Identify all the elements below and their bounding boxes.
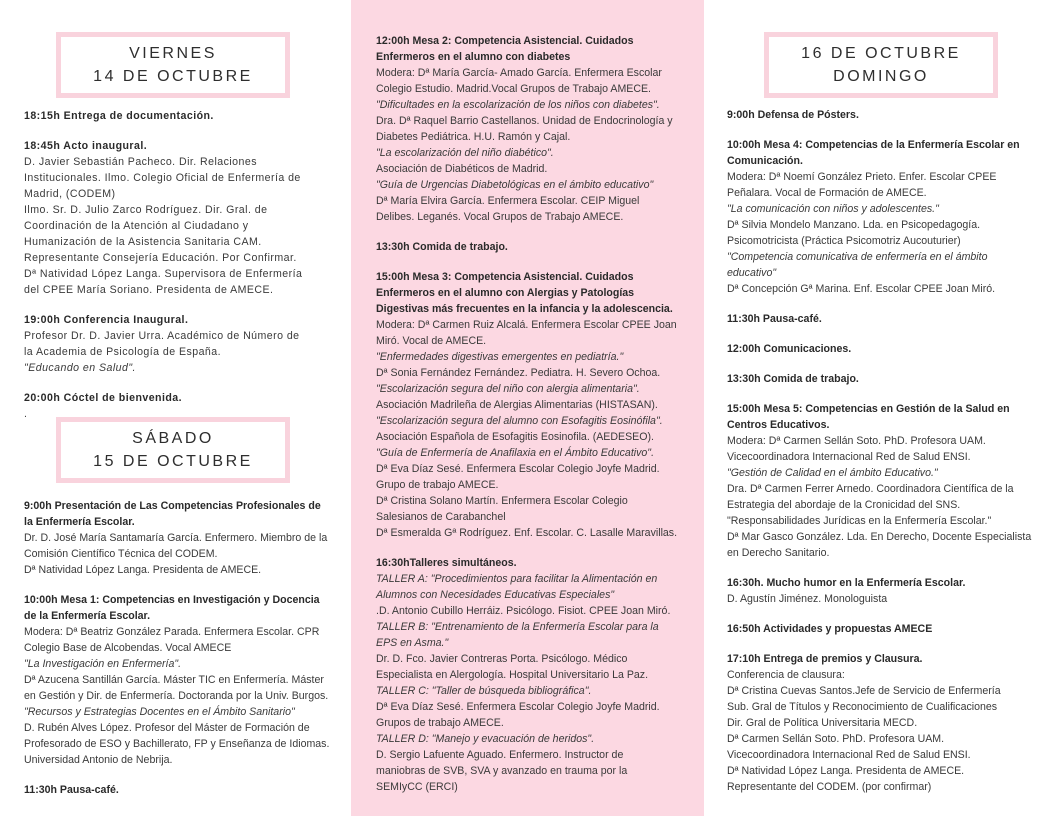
- saturday-afternoon-schedule: [376, 33, 690, 809]
- schedule-line: Dª Cristina Solano Martín. Enfermera Escolar Colegio: [376, 495, 628, 507]
- schedule-line: "Recursos y Estrategias Docentes en el Ámbito Sanitario": [24, 706, 295, 718]
- schedule-item: [24, 592, 339, 768]
- schedule-line: Profesor Dr. D. Javier Urra. Académico de Número de: [24, 330, 300, 342]
- schedule-heading: 12:00h Comunicaciones.: [727, 343, 852, 355]
- schedule-line: educativo": [727, 267, 777, 279]
- schedule-line: Dª Esmeralda Gª Rodríguez. Enf. Escolar. C. Lasalle Maravillas.: [376, 527, 678, 539]
- schedule-item: [376, 33, 690, 225]
- schedule-line: Universidad Antonio de Nebrija.: [24, 754, 173, 766]
- schedule-line: del CPEE María Soriano. Presidenta de AMECE.: [24, 284, 274, 296]
- schedule-line: Profesorado de ESO y Bachillerato, FP y Enseñanza de Idiomas.: [24, 738, 330, 750]
- schedule-line: "La escolarización del niño diabético".: [376, 147, 554, 159]
- schedule-line: Alumnos con Necesidades Educativas Especiales": [376, 589, 615, 601]
- schedule-heading: 13:30h Comida de trabajo.: [376, 241, 508, 253]
- schedule-line: Modera: Dª Beatriz González Parada. Enfermera Escolar. CPR: [24, 626, 320, 638]
- friday-date-label: 14 DE OCTUBRE: [93, 68, 253, 85]
- schedule-line: TALLER B: "Entrenamiento de la Enfermería Escolar para la: [376, 621, 659, 633]
- schedule-line: Colegio Base de Alcobendas. Vocal AMECE: [24, 642, 232, 654]
- schedule-item: [727, 341, 1045, 357]
- schedule-line: TALLER D: "Manejo y evacuación de heridos".: [376, 733, 595, 745]
- saturday-title-box: [56, 417, 290, 483]
- schedule-line: TALLER A: "Procedimientos para facilitar la Alimentación en: [376, 573, 658, 585]
- friday-day-label: VIERNES: [129, 45, 217, 62]
- schedule-item: [727, 371, 1045, 387]
- schedule-line: Estrategia del abordaje de la Cronicidad del SNS.: [727, 499, 961, 511]
- schedule-line: Dr. D. José María Santamaría García. Enfermero. Miembro de la: [24, 532, 328, 544]
- schedule-line: la Academia de Psicología de España.: [24, 346, 222, 358]
- schedule-line: Dir. Gral de Política Universitaria MECD.: [727, 717, 918, 729]
- schedule-line: Dª Concepción Gª Marina. Enf. Escolar CPEE Joan Miró.: [727, 283, 996, 295]
- schedule-line: D. Rubén Alves López. Profesor del Máster de Formación de: [24, 722, 310, 734]
- schedule-heading: 16:50h Actividades y propuestas AMECE: [727, 623, 933, 635]
- schedule-line: la Enfermería Escolar.: [24, 516, 135, 528]
- schedule-line: "Gestión de Calidad en el ámbito Educativo.": [727, 467, 938, 479]
- friday-schedule: [24, 108, 339, 436]
- schedule-line: Miró. Vocal de AMECE.: [376, 335, 487, 347]
- schedule-line: Dª Azucena Santillán García. Máster TIC en Enfermería. Máster: [24, 674, 324, 686]
- schedule-item: [727, 311, 1045, 327]
- schedule-line: maniobras de SVB, SVA y avanzado en trauma por la: [376, 765, 628, 777]
- schedule-line: Peñalara. Vocal de Formación de AMECE.: [727, 187, 927, 199]
- schedule-item: [24, 782, 339, 798]
- schedule-heading: 12:00h Mesa 2: Competencia Asistencial. Cuidados: [376, 35, 634, 47]
- saturday-date-label: 15 DE OCTUBRE: [93, 453, 253, 470]
- schedule-line: "La comunicación con niños y adolescentes.": [727, 203, 939, 215]
- schedule-line: Modera: Dª Noemí González Prieto. Enfer. Escolar CPEE: [727, 171, 997, 183]
- schedule-line: Enfermeros en el alumno con diabetes: [376, 51, 571, 63]
- schedule-item: [727, 651, 1045, 795]
- schedule-line: Asociación Española de Esofagitis Eosinofila. (AEDESEO).: [376, 431, 654, 443]
- schedule-line: Sub. Gral de Títulos y Reconocimiento de Cualificaciones: [727, 701, 998, 713]
- schedule-heading: 19:00h Conferencia Inaugural.: [24, 314, 189, 326]
- schedule-heading: 10:00h Mesa 1: Competencias en Investigación y Docencia: [24, 594, 320, 606]
- schedule-line: Enfermeros en el alumno con Alergias y Patologías: [376, 287, 635, 299]
- schedule-heading: 20:00h Cóctel de bienvenida.: [24, 392, 183, 404]
- schedule-line: Diabetes Pediátrica. H.U. Ramón y Cajal.: [376, 131, 571, 143]
- saturday-morning-schedule: [24, 498, 339, 812]
- schedule-heading: 18:45h Acto inaugural.: [24, 140, 148, 152]
- schedule-item: [727, 401, 1045, 561]
- schedule-line: Madrid, (CODEM): [24, 188, 116, 200]
- schedule-line: "Enfermedades digestivas emergentes en pediatría.": [376, 351, 624, 363]
- schedule-line: Psicomotricista (Práctica Psicomotriz Aucouturier): [727, 235, 961, 247]
- schedule-line: TALLER C: "Taller de búsqueda bibliográfica".: [376, 685, 592, 697]
- schedule-line: "La Investigación en Enfermería".: [24, 658, 182, 670]
- schedule-line: Comunicación.: [727, 155, 803, 167]
- schedule-line: Representante del CODEM. (por confirmar): [727, 781, 932, 793]
- schedule-line: Modera: Dª Carmen Ruiz Alcalá. Enfermera Escolar CPEE Joan: [376, 319, 677, 331]
- schedule-line: Dra. Dª Carmen Ferrer Arnedo. Coordinadora Científica de la: [727, 483, 1014, 495]
- schedule-line: Representante Consejería Educación. Por Confirmar.: [24, 252, 297, 264]
- schedule-line: D. Javier Sebastián Pacheco. Dir. Relaciones: [24, 156, 257, 168]
- schedule-line: "Dificultades en la escolarización de los niños con diabetes".: [376, 99, 660, 111]
- schedule-item: [727, 575, 1045, 607]
- schedule-line: Dª Natividad López Langa. Presidenta de AMECE.: [24, 564, 262, 576]
- schedule-line: Salesianos de Carabanchel: [376, 511, 506, 523]
- schedule-line: Dr. D. Fco. Javier Contreras Porta. Psicólogo. Médico: [376, 653, 628, 665]
- schedule-line: Asociación Madrileña de Alergias Alimentarias (HISTASAN).: [376, 399, 658, 411]
- schedule-line: Conferencia de clausura:: [727, 669, 845, 681]
- schedule-line: de la Enfermería Escolar.: [24, 610, 151, 622]
- schedule-line: Dra. Dª Raquel Barrio Castellanos. Unidad de Endocrinología y: [376, 115, 673, 127]
- schedule-heading: 13:30h Comida de trabajo.: [727, 373, 859, 385]
- schedule-line: Asociación de Diabéticos de Madrid.: [376, 163, 548, 175]
- sunday-schedule: [727, 107, 1045, 809]
- sunday-date-label: 16 DE OCTUBRE: [801, 45, 961, 62]
- schedule-item: [727, 137, 1045, 297]
- schedule-line: SEMIyCC (ERCI): [376, 781, 458, 793]
- schedule-item: [727, 107, 1045, 123]
- schedule-line: Ilmo. Sr. D. Julio Zarco Rodríguez. Dir. Gral. de: [24, 204, 268, 216]
- schedule-line: "Escolarización segura del niño con alergia alimentaria".: [376, 383, 640, 395]
- schedule-line: "Responsabilidades Jurídicas en la Enfermería Escolar.": [727, 515, 992, 527]
- schedule-line: Vicecoordinadora Internacional Red de Salud ENSI.: [727, 749, 971, 761]
- schedule-line: Dª Sonia Fernández Fernández. Pediatra. H. Severo Ochoa.: [376, 367, 661, 379]
- schedule-heading: 15:00h Mesa 5: Competencias en Gestión de la Salud en: [727, 403, 1010, 415]
- schedule-line: Dª Natividad López Langa. Supervisora de Enfermería: [24, 268, 303, 280]
- schedule-line: "Educando en Salud".: [24, 362, 136, 374]
- friday-title-box: [56, 32, 290, 98]
- schedule-line: Colegio Estudio. Madrid.Vocal Grupos de Trabajo AMECE.: [376, 83, 651, 95]
- schedule-line: Digestivas más frecuentes en la infancia y la adolescencia.: [376, 303, 673, 315]
- schedule-item: [24, 312, 339, 376]
- schedule-item: [376, 269, 690, 541]
- schedule-line: Comisión Científico Técnica del CODEM.: [24, 548, 218, 560]
- schedule-line: .: [24, 408, 28, 420]
- sunday-title-box: [764, 32, 998, 98]
- schedule-line: "Guía de Urgencias Diabetológicas en el ámbito educativo": [376, 179, 654, 191]
- schedule-line: Dª Cristina Cuevas Santos.Jefe de Servicio de Enfermería: [727, 685, 1001, 697]
- schedule-line: EPS en Asma.": [376, 637, 449, 649]
- schedule-line: Dª Mar Gasco González. Lda. En Derecho, Docente Especialista: [727, 531, 1032, 543]
- schedule-line: .D. Antonio Cubillo Herráiz. Psicólogo. Fisiot. CPEE Joan Miró.: [376, 605, 671, 617]
- schedule-line: Especialista en Alergología. Hospital Universitario La Paz.: [376, 669, 649, 681]
- schedule-item: [24, 498, 339, 578]
- schedule-line: Dª María Elvira García. Enfermera Escolar. CEIP Miguel: [376, 195, 640, 207]
- schedule-heading: 17:10h Entrega de premios y Clausura.: [727, 653, 923, 665]
- schedule-line: Grupo de trabajo AMECE.: [376, 479, 499, 491]
- schedule-heading: 15:00h Mesa 3: Competencia Asistencial. Cuidados: [376, 271, 634, 283]
- schedule-line: D. Agustín Jiménez. Monologuista: [727, 593, 888, 605]
- schedule-item: [376, 239, 690, 255]
- schedule-line: en Gestión y Dir. de Enfermería. Doctoranda por la Univ. Burgos.: [24, 690, 329, 702]
- schedule-line: Vicecoordinadora Internacional Red de Salud ENSI.: [727, 451, 971, 463]
- saturday-day-label: SÁBADO: [132, 430, 214, 447]
- schedule-heading: 11:30h Pausa-café.: [727, 313, 822, 325]
- schedule-line: Delibes. Leganés. Vocal Grupos de Trabajo AMECE.: [376, 211, 624, 223]
- schedule-line: Dª Natividad López Langa. Presidenta de AMECE.: [727, 765, 965, 777]
- schedule-line: "Guía de Enfermería de Anafilaxia en el Ámbito Educativo".: [376, 447, 655, 459]
- schedule-line: Humanización de la Asistencia Sanitaria CAM.: [24, 236, 262, 248]
- schedule-line: Dª Carmen Sellán Soto. PhD. Profesora UAM.: [727, 733, 945, 745]
- schedule-line: Modera: Dª María García- Amado García. Enfermera Escolar: [376, 67, 662, 79]
- schedule-heading: 16:30h. Mucho humor en la Enfermería Escolar.: [727, 577, 966, 589]
- schedule-line: Institucionales. Ilmo. Colegio Oficial de Enfermería de: [24, 172, 301, 184]
- schedule-line: Dª Eva Díaz Sesé. Enfermera Escolar Colegio Joyfe Madrid.: [376, 701, 660, 713]
- schedule-item: [24, 108, 339, 124]
- schedule-heading: 16:30hTalleres simultáneos.: [376, 557, 517, 569]
- schedule-heading: 9:00h Defensa de Pósters.: [727, 109, 859, 121]
- schedule-item: [24, 138, 339, 298]
- schedule-heading: 18:15h Entrega de documentación.: [24, 110, 214, 122]
- schedule-line: Dª Silvia Mondelo Manzano. Lda. en Psicopedagogía.: [727, 219, 981, 231]
- schedule-line: en Derecho Sanitario.: [727, 547, 830, 559]
- schedule-line: Grupos de trabajo AMECE.: [376, 717, 504, 729]
- schedule-item: [727, 621, 1045, 637]
- schedule-line: "Escolarización segura del alumno con Esofagitis Eosinófila".: [376, 415, 663, 427]
- schedule-item: [376, 555, 690, 795]
- schedule-line: Coordinación de la Atención al Ciudadano y: [24, 220, 249, 232]
- schedule-line: Dª Eva Díaz Sesé. Enfermera Escolar Colegio Joyfe Madrid.: [376, 463, 660, 475]
- schedule-line: "Competencia comunicativa de enfermería en el ámbito: [727, 251, 988, 263]
- sunday-day-label: DOMINGO: [833, 68, 929, 85]
- schedule-heading: 11:30h Pausa-café.: [24, 784, 119, 796]
- schedule-line: Centros Educativos.: [727, 419, 830, 431]
- schedule-line: Modera: Dª Carmen Sellán Soto. PhD. Profesora UAM.: [727, 435, 986, 447]
- schedule-line: D. Sergio Lafuente Aguado. Enfermero. Instructor de: [376, 749, 624, 761]
- schedule-heading: 9:00h Presentación de Las Competencias Profesionales de: [24, 500, 321, 512]
- schedule-heading: 10:00h Mesa 4: Competencias de la Enfermería Escolar en: [727, 139, 1020, 151]
